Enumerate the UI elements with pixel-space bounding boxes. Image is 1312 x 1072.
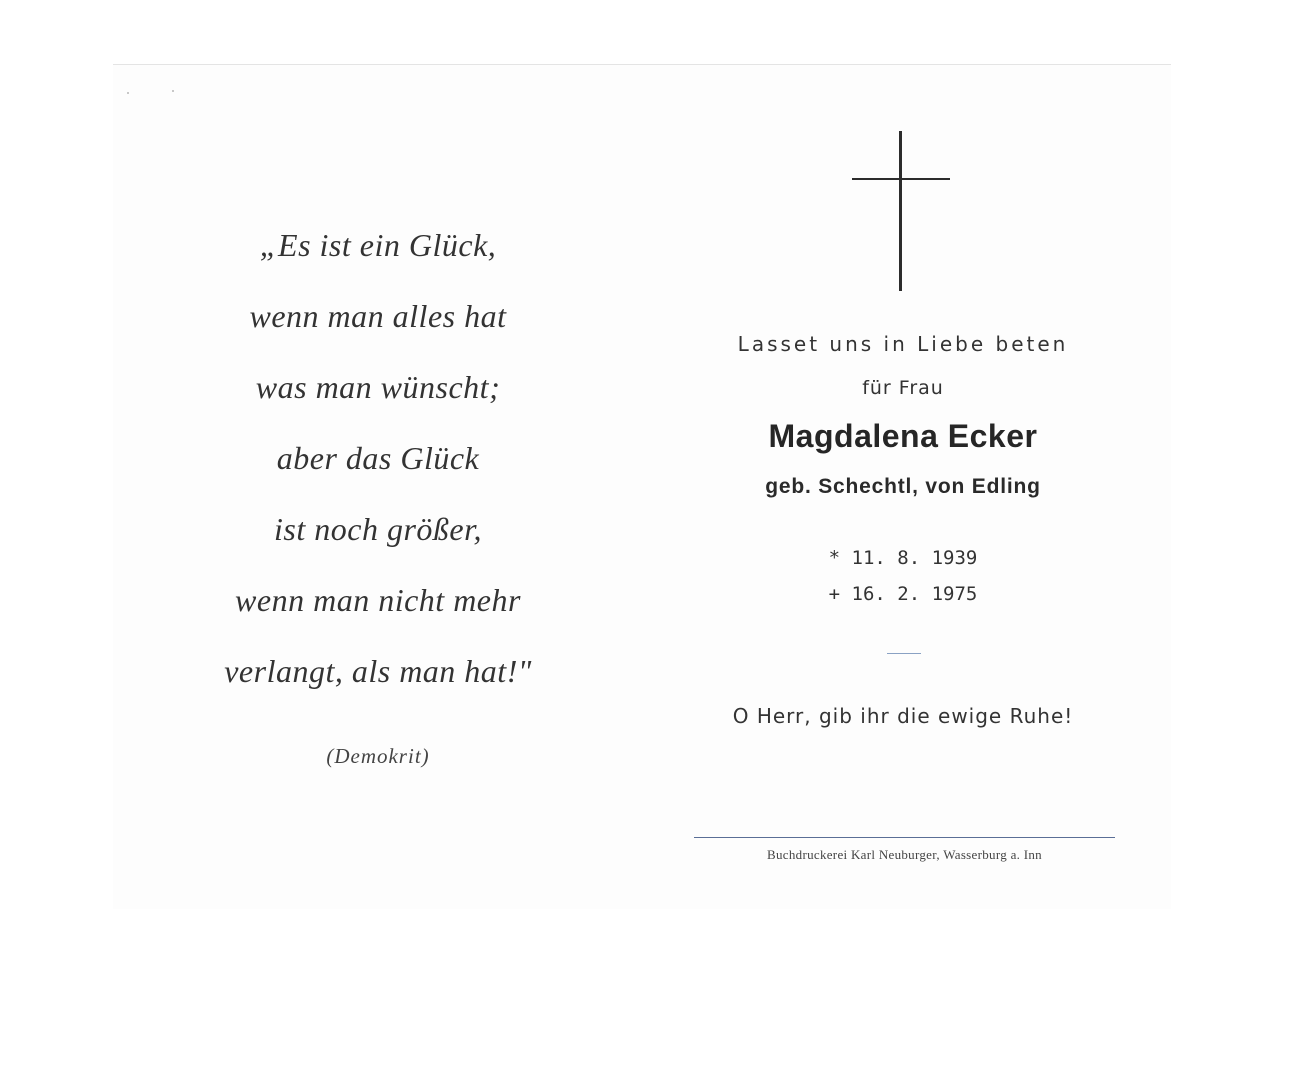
paper-speck [172, 90, 174, 92]
salutation: für Frau [862, 377, 944, 399]
prayer-intro: Lasset uns in Liebe beten [737, 332, 1069, 356]
birth-name: geb. Schechtl, von Edling [765, 475, 1041, 498]
poem-line: verlangt, als man hat!" [224, 653, 532, 689]
poem-source: (Demokrit) [326, 744, 430, 768]
separator-dash [887, 653, 921, 654]
poem-line: aber das Glück [276, 440, 480, 476]
poem-line: ist noch größer, [274, 511, 482, 547]
poem-line: was man wünscht; [255, 369, 501, 405]
memorial-card [113, 64, 1171, 909]
poem-line: „Es ist ein Glück, [259, 227, 497, 263]
printer-rule [694, 837, 1115, 838]
printer-imprint: Buchdruckerei Karl Neuburger, Wasserburg a. Inn [767, 847, 1042, 862]
poem-line: wenn man nicht mehr [235, 582, 521, 618]
cross-horizontal-bar [852, 178, 950, 180]
closing-prayer: O Herr, gib ihr die ewige Ruhe! [732, 704, 1074, 728]
birth-date: * 11. 8. 1939 [828, 547, 978, 569]
cross-vertical-bar [899, 131, 902, 291]
paper-speck [127, 92, 129, 94]
death-date: + 16. 2. 1975 [828, 583, 978, 605]
deceased-name: Magdalena Ecker [768, 418, 1038, 454]
poem-line: wenn man alles hat [249, 298, 507, 334]
